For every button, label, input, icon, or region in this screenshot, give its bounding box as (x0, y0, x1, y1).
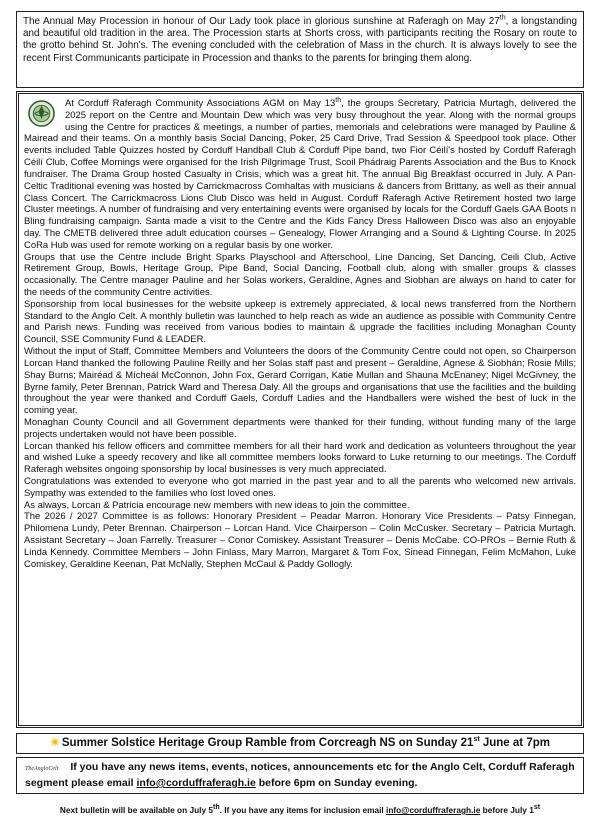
agm-paragraph-5: Monaghan County Council and all Government departments were thanked for their funding, without funding many of the large projects undertaken would not have been possible. (24, 416, 576, 440)
agm-paragraph-4: Without the input of Staff, Committee Members and Volunteers the doors of the Community Centre could not open, so Chairperson Lorcan Hand thanked the following Pauline Reilly and her Solas staff past and present – Geraldine, Agnese & Siobhán; Rosie Mills; Shay Burns; Mairéad & Mícheál McConnon, John Fox, Gerard Corrigan, Katie Mullan and Shauna McEnaney; Nigel McGivney, the Byrne family, Peter Brennan, Patrick Ward and Theresa Daly. All the groups and organisations that use the facilities and the building throughout the year were thanked and Corduff Gaels, Corduff Ladies and the Handballers were wished the best of luck in the coming year. (24, 346, 576, 417)
procession-notice (16, 11, 584, 88)
procession-paragraph: The Annual May Procession in honour of Our Lady took place in glorious sunshine at Raferagh on May 27th, a longstanding and beautiful old tradition in the area. The Procession starts at Shorts cross, with participants reciting the Rosary on route to the grotto behind St. John's. The evening concluded with the celebration of Mass in the church. It is always lovely to see the recent First Communicants participate in Procession and thanks to the parents for bringing them along. (23, 14, 577, 64)
anglo-celt-logo: TheAngloCelt (25, 766, 59, 772)
solstice-ramble-notice: ☀ Summer Solstice Heritage Group Ramble from Corcreagh NS on Sunday 21st June at 7pm (16, 733, 584, 754)
agm-paragraph-7: Congratulations was extended to everyone who got married in the past year and to all the parents who welcomed new arrivals. Sympathy was extended to the families who lost loved ones. (24, 476, 576, 499)
association-logo-icon (28, 100, 55, 127)
sun-icon: ☀ (50, 737, 60, 749)
agm-paragraph-2: Groups that use the Centre include Bright Sparks Playschool and Afterschool, Line Dancing, Set Dancing, Ceili Club, Active Retirement Group, Bowls, Heritage Group, Pipe Band, Social Dancing, Football club, along with smaller groups & classes occasionally. The Centre manager Pauline and her Solas workers, Geraldine, Agnes and Siobhan are always on hand to cater for the needs of the community Centre activities. (24, 251, 576, 298)
email-link[interactable]: info@corduffraferagh.ie (136, 777, 256, 789)
agm-committee-list: The 2026 / 2027 Committee is as follows: Honorary President – Peadar Marron. Honorary Vice Presidents – Patsy Finnegan, Philomena Lundy, Peter Brennan. Chairperson – Lorcan Hand. Vice Chairperson – Colin McCusker. Secretary – Patricia Murtagh. Assistant Secretary – Joan Farrelly. Treasurer – Conor Comiskey. Assistant Treasurer – Denis McCabe. CO-PROs – Bernie Ruth & Linda Kennedy. Committee Members – John Finlass, Mary Marron, Margaret & Tom Fox, Sinead Finnegan, Felim McMahon, Luke Comiskey, Geraldine Keenan, Pat McNally, Stephen McCaul & Paddy Gollogly. (24, 511, 576, 570)
agm-paragraph-1: At Corduff Raferagh Community Associations AGM on May 13th, the groups Secretary, Patricia Murtagh, delivered the 2025 report on the Centre and Mountain Dew which was very busy throughout the year. Along with the normal groups using the Centre for practices & meetings, a number of parties, memorials and celebrations were managed by Pauline & Mairead and their teams. On a monthly basis Social Dancing, Poker, 25 Card Drive, Trad Session & Speedpool took place. Other events included Table Quizzes hosted by Corduff Handball Club & Corduff Pipe band, two Fior Céilí's hosted by Corduff Raferagh Céilí Club, Coffee Mornings were organised for the Irish Pilgrimage Trust, Scoil Phádraig Parents Association and the Bus to Knock fundraiser. The Drama Group hosted Casualty in Crisis, which was a great hit. The annual Big Breakfast occurred in July. A Pan-Celtic Traditional evening was hosted by Carrickmacross Comhaltas with musicians & dancers from Brittany, as well as their annual Class Concert. The Carrickmacross Lions Club Disco was held in August. Corduff Raferagh Active Retirement hosted two large Cluster meetings. A number of fundraising and very entertaining events were organised by locals for the Corduff Gaels GAA Boots n Bling fundraising campaign. Santa made a visit to the Centre and the Kids Fancy Dress Halloween Disco was also an enjoyable day. The CMETB delivered three adult education courses – Genealogy, Flower Arranging and a Sound & Lighting Course. In 2025 CoRa Hub was used for remote working on a regular basis by one worker. (24, 96, 576, 251)
agm-paragraph-8: As always, Lorcan & Patricia encourage new members with new ideas to join the committee. (24, 499, 410, 511)
agm-paragraph-3: Sponsorship from local businesses for the website upkeep is extremely appreciated, & local news transferred from the Northern Standard to the Anglo Celt. A monthly bulletin was launched to help reach as wide an audience as possible with Community Centre and Parish news. Funding was received from various bodies to maintain & upgrade the facilities including Monaghan County Council, SSE Community Fund & LEADER. (24, 298, 576, 346)
next-bulletin-footer: Next bulletin will be available on July 5th. If you have any items for inclusion email info@corduffraferagh.ie before July 1st (59, 804, 541, 815)
agm-report (16, 91, 584, 728)
anglo-celt-notice: TheAngloCelt If you have any news items, events, notices, announcements etc for the Anglo Celt, Corduff Raferagh segment please email info@corduffraferagh.ie before 6pm on Sunday evening. (16, 757, 584, 794)
footer-email-link[interactable]: info@corduffraferagh.ie (386, 805, 481, 815)
agm-paragraph-6: Lorcan thanked his fellow officers and committee members for all their hard work and dedication as volunteers throughout the year and wished Luke a speedy recovery and like all committee members looks forward to Luke returning to our meetings. The Corduff Raferagh websites ongoing sponsorship by local businesses is very much appreciated. (24, 440, 576, 476)
